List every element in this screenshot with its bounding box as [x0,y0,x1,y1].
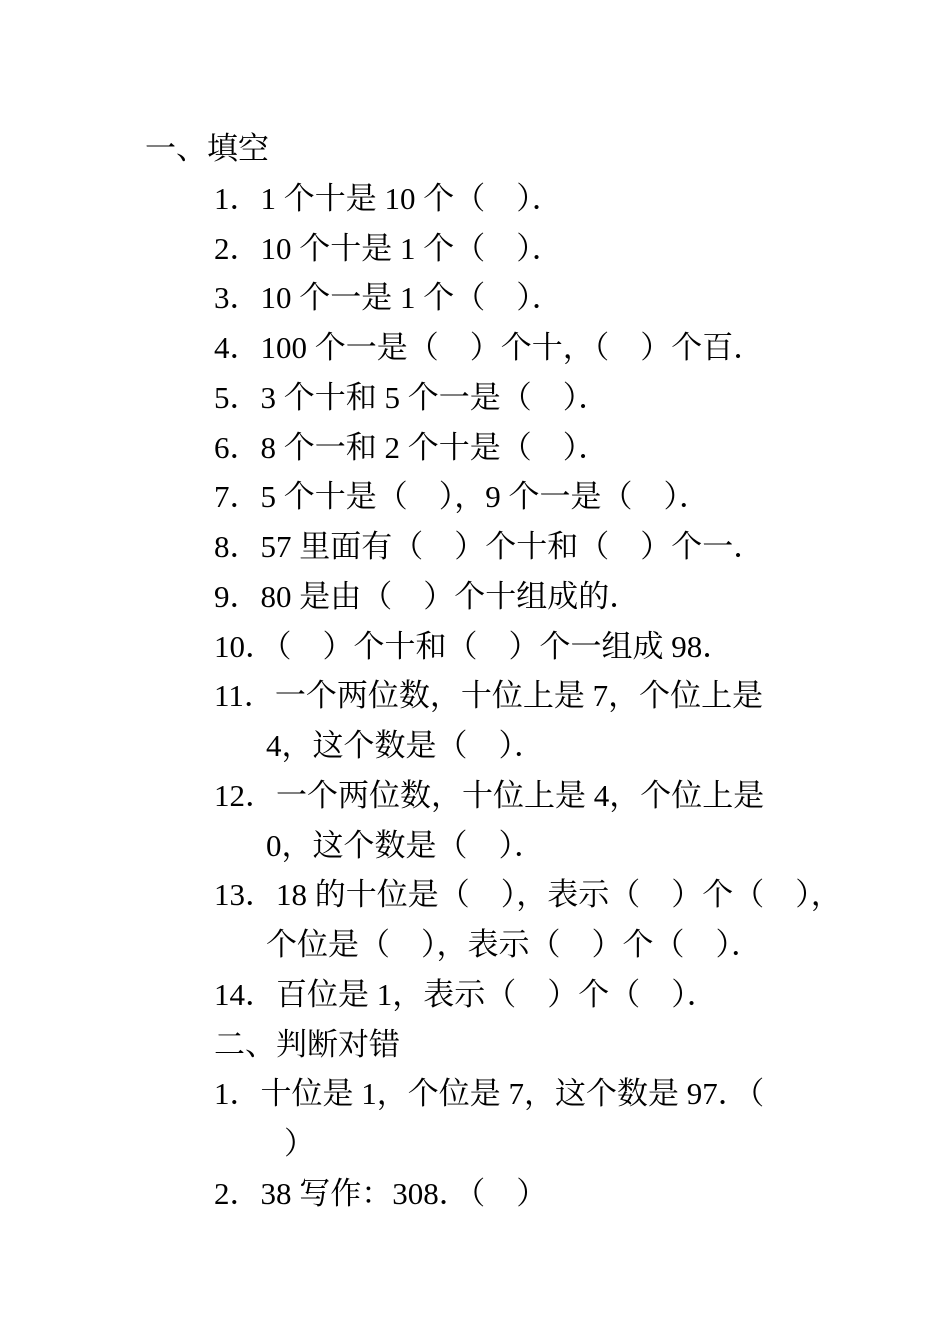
question-12: 12．一个两位数，十位上是 4，个位上是 [214,778,765,813]
question-12-continued: 0，这个数是（ ）． [266,828,545,863]
question-13: 13．18 的十位是（ ），表示（ ）个（ ）， [214,877,842,912]
question-2: 2．10 个十是 1 个（ ）． [214,231,563,266]
section1-title: 一、填空 [145,131,269,166]
judge-question-1-continued: ） [284,1126,315,1161]
question-8: 8．57 里面有（ ）个十和（ ）个一． [214,529,765,564]
question-5: 5．3 个十和 5 个一是（ ）． [214,380,610,415]
question-7: 7．5 个十是（ ），9 个一是（ ）． [214,479,710,514]
question-3: 3．10 个一是 1 个（ ）． [214,280,563,315]
question-11: 11．一个两位数，十位上是 7，个位上是 [214,678,764,713]
question-13-continued: 个位是（ ），表示（ ）个（ ）． [266,927,762,962]
question-11-continued: 4，这个数是（ ）． [266,728,545,763]
question-1: 1．1 个十是 10 个（ ）． [214,181,563,216]
question-9: 9．80 是由（ ）个十组成的． [214,579,641,614]
question-10: 10．（ ）个十和（ ）个一组成 98． [214,629,734,664]
judge-question-2: 2．38 写作：308．（ ） [214,1176,548,1211]
question-6: 6．8 个一和 2 个十是（ ）． [214,430,610,465]
judge-question-1: 1．十位是 1，个位是 7，这个数是 97．（ [214,1076,765,1111]
question-4: 4．100 个一是（ ）个十，（ ）个百． [214,330,765,365]
section2-title: 二、判断对错 [214,1027,400,1062]
question-14: 14．百位是 1，表示（ ）个（ ）． [214,977,718,1012]
